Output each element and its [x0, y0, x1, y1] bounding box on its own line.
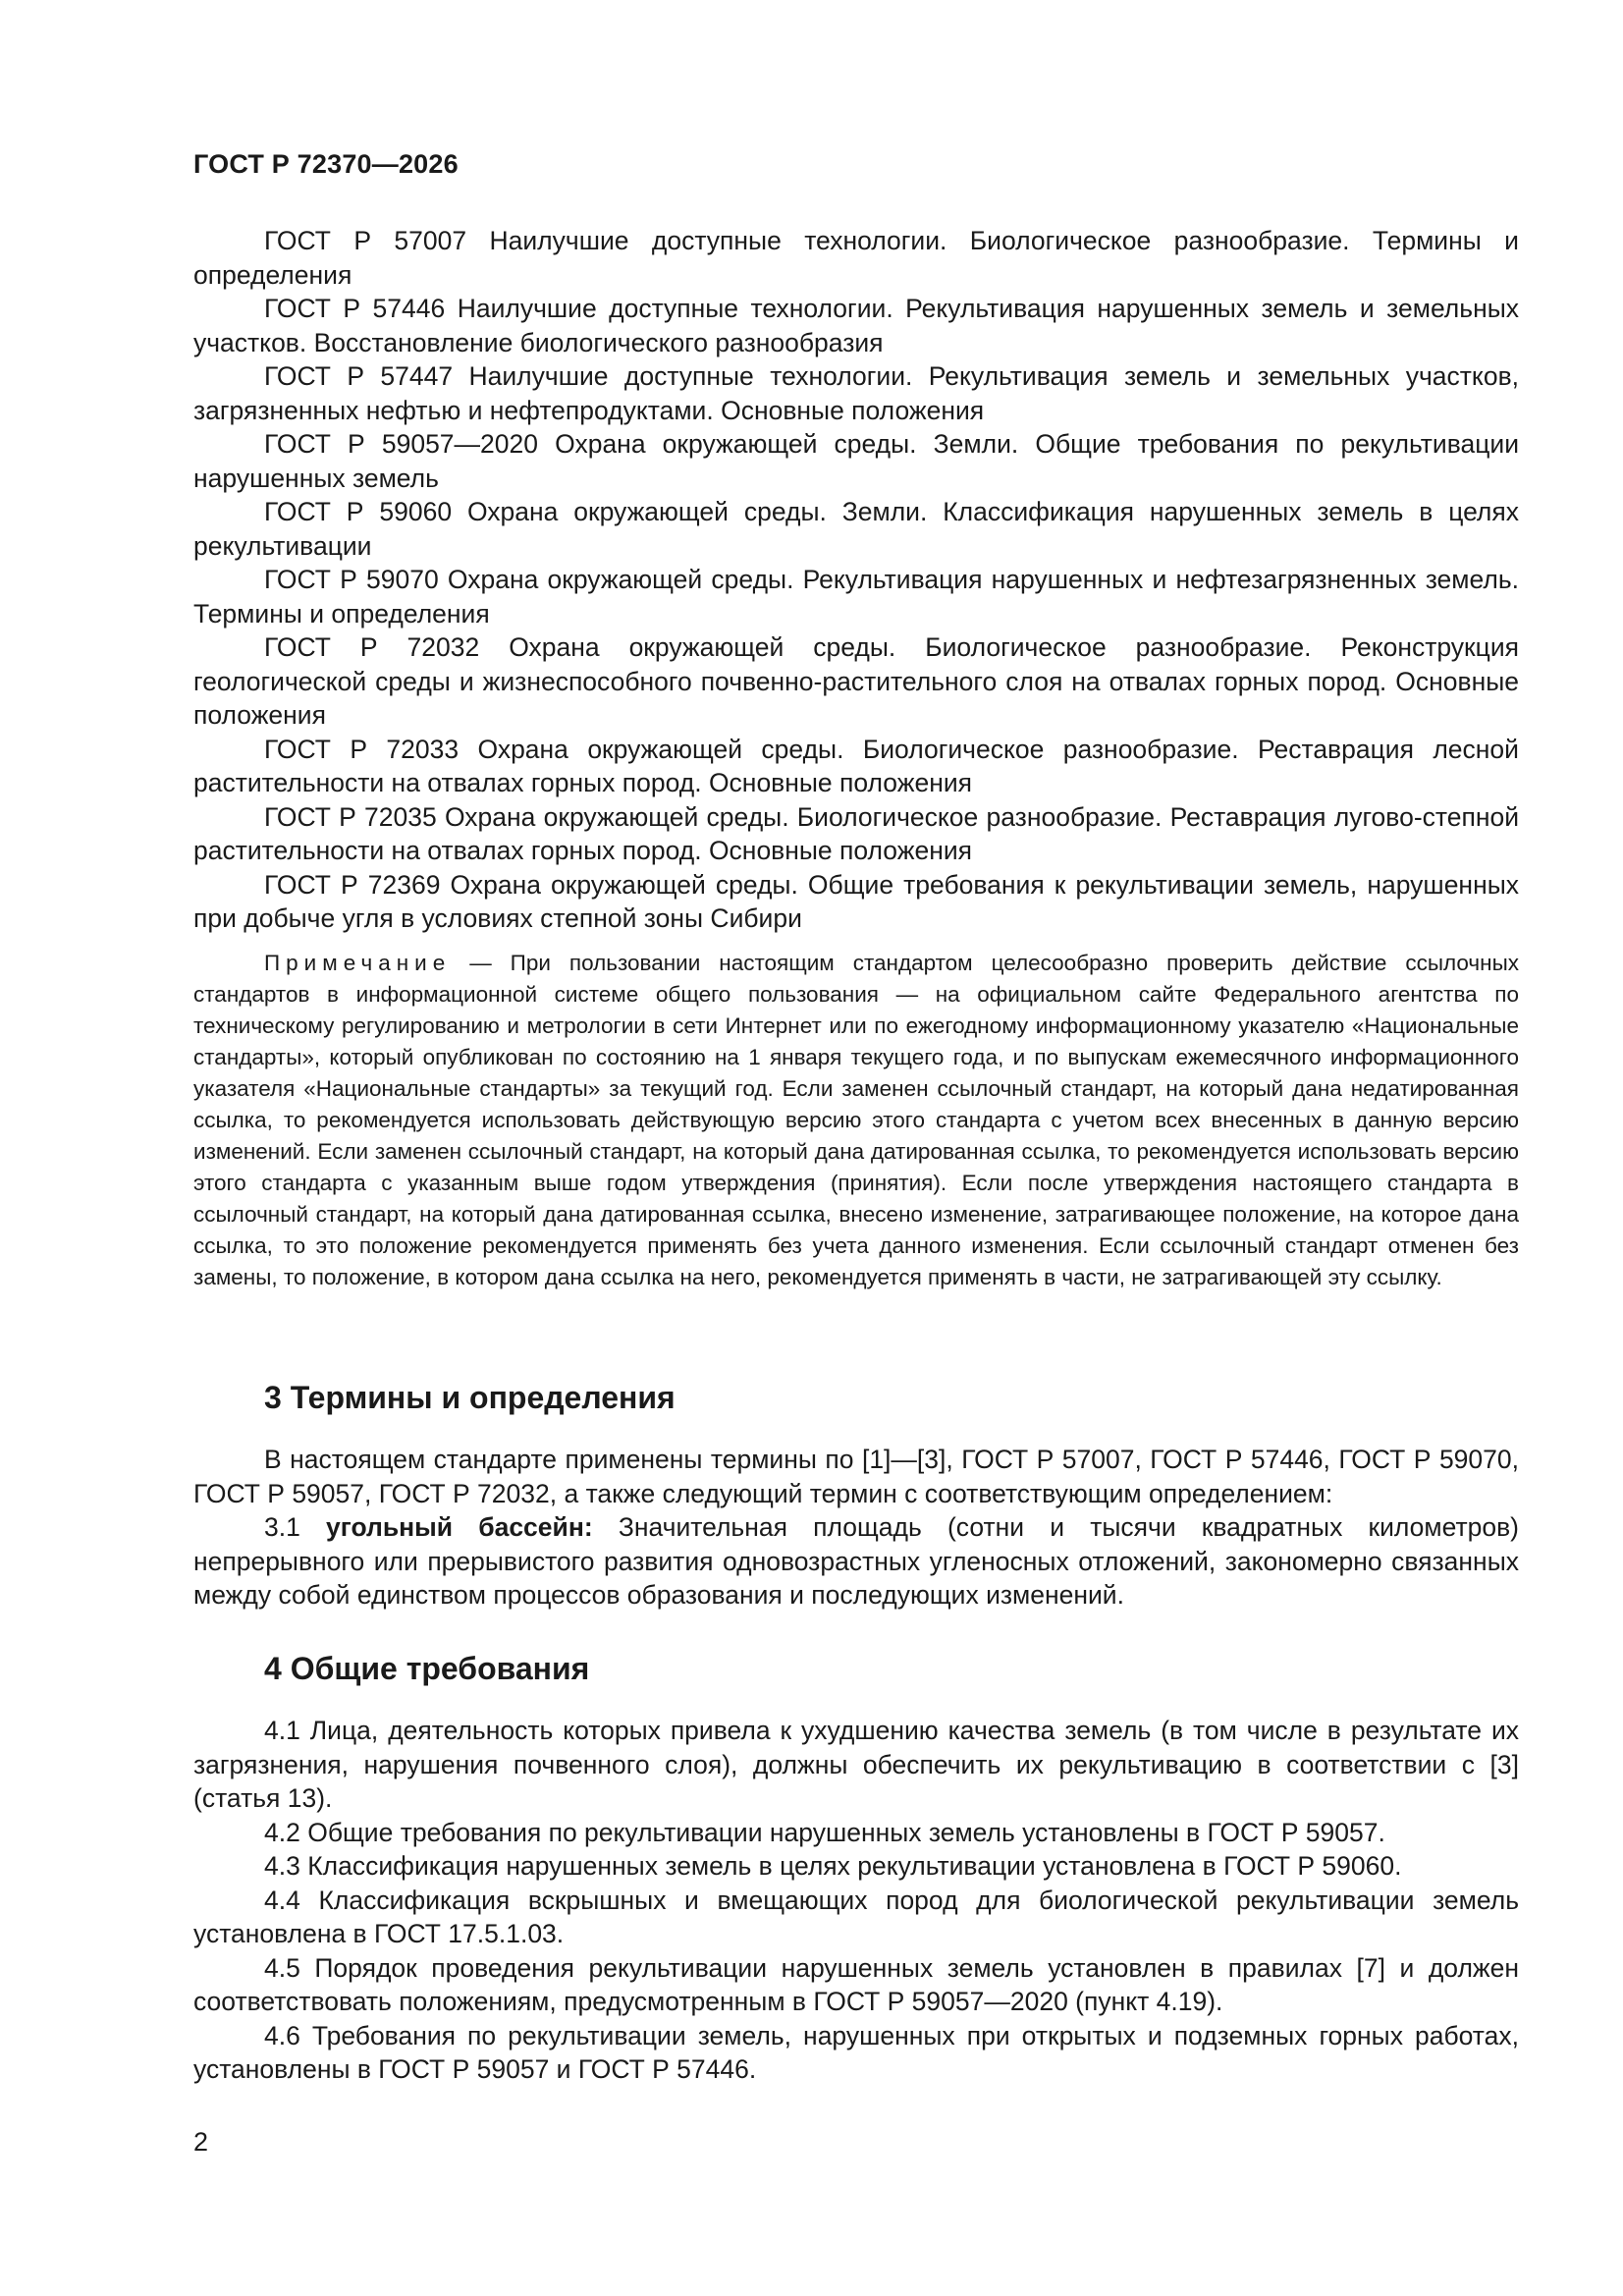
- section-3-intro: В настоящем стандарте применены термины по [1]—[3], ГОСТ Р 57007, ГОСТ Р 57446, ГОСТ Р 59070, ГОСТ Р 59057, ГОСТ Р 72032, а также следующий термин с соответствующим определением:: [193, 1445, 1519, 1508]
- reference-code: ГОСТ Р 72035: [264, 801, 437, 832]
- requirement-item: 4.5 Порядок проведения рекультивации нарушенных земель установлен в правилах [7] и должен соответствовать положениям, предусмотренным в ГОСТ Р 59057—2020 (пункт 4.19).: [193, 1952, 1519, 2016]
- page-number: 2: [193, 2127, 209, 2157]
- reference-title: Наилучшие доступные технологии. Рекультивация нарушенных земель и земельных участков. Восстановление биологического разнообразия: [193, 294, 1520, 357]
- reference-code: ГОСТ Р 57447: [264, 361, 454, 391]
- reference-item: [193, 868, 1519, 936]
- reference-title: Охрана окружающей среды. Земли. Общие требования по рекультивации нарушенных земель: [193, 429, 1519, 493]
- term-entry: [193, 1510, 1519, 1613]
- reference-item: [193, 630, 1519, 733]
- reference-item: [193, 359, 1519, 427]
- term-definition: Значительная площадь (сотни и тысячи квадратных километров) непрерывного или прерывистого развития одновозрастных угленосных отложений, закономерно связанных между собой единством процессов образования и последующих изменений.: [193, 1512, 1519, 1610]
- reference-code: ГОСТ Р 72033: [264, 734, 460, 764]
- references-note: [193, 948, 1519, 1293]
- reference-code: ГОСТ Р 57446: [264, 294, 446, 323]
- document-header-id: ГОСТ Р 72370—2026: [193, 149, 459, 179]
- reference-title: Охрана окружающей среды. Биологическое разнообразие. Реставрация лугово-степной растительности на отвалах горных пород. Основные положения: [193, 801, 1519, 865]
- term-name: угольный бассейн:: [326, 1512, 593, 1542]
- reference-title: Охрана окружающей среды. Биологическое разнообразие. Реконструкция геологической среды и жизнеспособного почвенно-растительного слоя на отвалах горных пород. Основные положения: [193, 632, 1519, 730]
- reference-code: ГОСТ Р 72369: [264, 869, 441, 900]
- reference-title: Наилучшие доступные технологии. Рекультивация земель и земельных участков, загрязненных нефтью и нефтепродуктами. Основные положения: [193, 361, 1520, 425]
- reference-code: ГОСТ Р 59057—2020: [264, 429, 538, 459]
- reference-title: Охрана окружающей среды. Земли. Классификация нарушенных земель в целях рекультивации: [193, 497, 1519, 561]
- section-4-body: [193, 1714, 1519, 2087]
- reference-item: [193, 733, 1519, 800]
- reference-title: Охрана окружающей среды. Рекультивация нарушенных и нефтезагрязненных земель. Термины и определения: [193, 565, 1519, 629]
- section-4-heading: 4 Общие требования: [264, 1651, 590, 1686]
- reference-item: [193, 495, 1519, 563]
- reference-code: ГОСТ Р 57007: [264, 226, 467, 255]
- reference-title: Наилучшие доступные технологии. Биологическое разнообразие. Термины и определения: [193, 226, 1519, 290]
- note-text: — При пользовании настоящим стандартом целесообразно проверить действие ссылочных стандартов в информационной системе общего пользования — на официальном сайте Федерального агентства по техническому регулированию и метрологии в сети Интернет или по ежегодному информационному указателю «Национальные стандарты», который опубликован по состоянию на 1 января текущего года, и по выпускам ежемесячного информационного указателя «Национальные стандарты» за текущий год. Если заменен ссылочный стандарт, на который дана недатированная ссылка, то рекомендуется использовать действующую версию этого стандарта с учетом всех внесенных в данную версию изменений. Если заменен ссылочный стандарт, на который дана датированная ссылка, то рекомендуется использовать версию этого стандарта с указанным выше годом утверждения (принятия). Если после утверждения настоящего стандарта в ссылочный стандарт, на который дана датированная ссылка, внесено изменение, затрагивающее положение, на которое дана ссылка, то это положение рекомендуется применять без учета данного изменения. Если ссылочный стандарт отменен без замены, то положение, в котором дана ссылка на него, рекомендуется применять в части, не затрагивающей эту ссылку.: [193, 951, 1519, 1289]
- reference-code: ГОСТ Р 59060: [264, 497, 453, 526]
- section-3-heading: 3 Термины и определения: [264, 1380, 676, 1415]
- reference-item: [193, 224, 1519, 292]
- requirement-item: 4.6 Требования по рекультивации земель, нарушенных при открытых и подземных горных работах, установлены в ГОСТ Р 59057 и ГОСТ Р 57446.: [193, 2020, 1519, 2084]
- reference-item: [193, 800, 1519, 868]
- term-number: 3.1: [264, 1512, 300, 1542]
- reference-title: Охрана окружающей среды. Биологическое разнообразие. Реставрация лесной растительности на отвалах горных пород. Основные положения: [193, 734, 1519, 797]
- reference-item: [193, 427, 1519, 495]
- normative-references-list: [193, 224, 1519, 936]
- requirement-item: 4.4 Классификация вскрышных и вмещающих пород для биологической рекультивации земель установлена в ГОСТ 17.5.1.03.: [193, 1885, 1519, 1948]
- requirement-item: 4.3 Классификация нарушенных земель в целях рекультивации установлена в ГОСТ Р 59060.: [264, 1851, 1402, 1881]
- requirement-item: 4.2 Общие требования по рекультивации нарушенных земель установлены в ГОСТ Р 59057.: [264, 1817, 1385, 1847]
- reference-item: [193, 563, 1519, 630]
- note-label: Примечание: [264, 951, 452, 975]
- reference-code: ГОСТ Р 59070: [264, 565, 439, 594]
- section-3-body: [193, 1443, 1519, 1613]
- requirement-item: 4.1 Лица, деятельность которых привела к ухудшению качества земель (в том числе в результате их загрязнения, нарушения почвенного слоя), должны обеспечить их рекультивацию в соответствии с [3] (статья 13).: [193, 1716, 1519, 1813]
- reference-title: Охрана окружающей среды. Общие требования к рекультивации земель, нарушенных при добыче угля в условиях степной зоны Сибири: [193, 869, 1519, 933]
- reference-code: ГОСТ Р 72032: [264, 632, 480, 662]
- reference-item: [193, 292, 1519, 359]
